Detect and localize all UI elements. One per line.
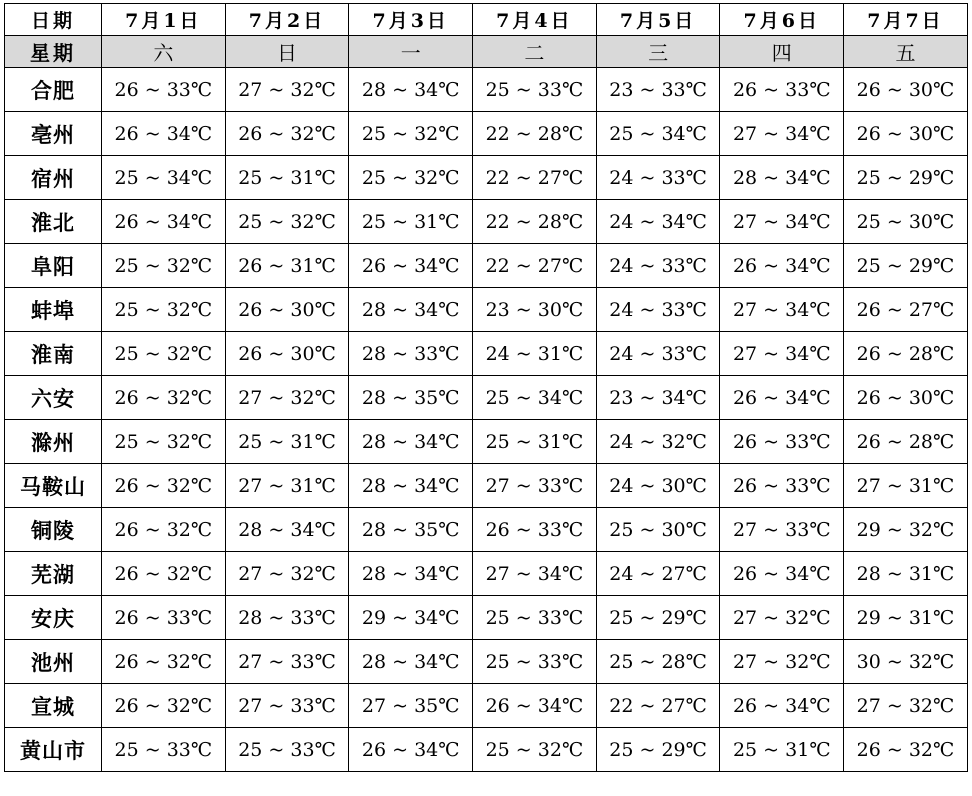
temperature-cell: 25 ~ 33℃ <box>473 596 597 640</box>
city-name: 宿州 <box>5 156 102 200</box>
temperature-cell: 26 ~ 34℃ <box>349 244 473 288</box>
temperature-cell: 22 ~ 28℃ <box>473 200 597 244</box>
temperature-cell: 26 ~ 27℃ <box>844 288 968 332</box>
table-row <box>5 420 968 464</box>
temperature-cell: 28 ~ 35℃ <box>349 508 473 552</box>
city-name: 淮南 <box>5 332 102 376</box>
temperature-cell: 25 ~ 32℃ <box>102 420 226 464</box>
temperature-cell: 28 ~ 33℃ <box>349 332 473 376</box>
city-name: 六安 <box>5 376 102 420</box>
temperature-cell: 29 ~ 34℃ <box>349 596 473 640</box>
temperature-cell: 26 ~ 30℃ <box>844 112 968 156</box>
temperature-cell: 26 ~ 33℃ <box>720 464 844 508</box>
weekday-header-cell: 六 <box>102 36 226 68</box>
table-row <box>5 552 968 596</box>
table-row <box>5 244 968 288</box>
temperature-cell: 28 ~ 34℃ <box>349 68 473 112</box>
temperature-cell: 24 ~ 31℃ <box>473 332 597 376</box>
temperature-cell: 26 ~ 32℃ <box>225 112 349 156</box>
temperature-cell: 27 ~ 31℃ <box>225 464 349 508</box>
temperature-cell: 28 ~ 33℃ <box>225 596 349 640</box>
table-row <box>5 728 968 772</box>
temperature-cell: 25 ~ 32℃ <box>225 200 349 244</box>
temperature-cell: 26 ~ 34℃ <box>473 684 597 728</box>
temperature-cell: 25 ~ 33℃ <box>102 728 226 772</box>
weekday-header-cell: 五 <box>844 36 968 68</box>
date-header-cell: 7月5日 <box>596 4 720 36</box>
table-row <box>5 332 968 376</box>
temperature-cell: 26 ~ 33℃ <box>473 508 597 552</box>
table-body <box>5 68 968 772</box>
temperature-cell: 27 ~ 34℃ <box>720 200 844 244</box>
temperature-cell: 27 ~ 34℃ <box>720 112 844 156</box>
temperature-cell: 25 ~ 32℃ <box>473 728 597 772</box>
temperature-cell: 27 ~ 32℃ <box>720 596 844 640</box>
temperature-cell: 24 ~ 27℃ <box>596 552 720 596</box>
temperature-cell: 25 ~ 31℃ <box>473 420 597 464</box>
temperature-cell: 26 ~ 32℃ <box>102 464 226 508</box>
temperature-cell: 29 ~ 31℃ <box>844 596 968 640</box>
temperature-cell: 27 ~ 33℃ <box>225 640 349 684</box>
city-name: 池州 <box>5 640 102 684</box>
weekday-header-cell: 三 <box>596 36 720 68</box>
temperature-cell: 26 ~ 28℃ <box>844 420 968 464</box>
temperature-cell: 25 ~ 34℃ <box>473 376 597 420</box>
table-row <box>5 68 968 112</box>
temperature-cell: 25 ~ 33℃ <box>473 68 597 112</box>
temperature-cell: 26 ~ 34℃ <box>720 684 844 728</box>
table-row <box>5 684 968 728</box>
temperature-cell: 26 ~ 31℃ <box>225 244 349 288</box>
city-name: 宣城 <box>5 684 102 728</box>
temperature-cell: 27 ~ 34℃ <box>720 288 844 332</box>
temperature-cell: 26 ~ 34℃ <box>720 552 844 596</box>
week-label: 星期 <box>5 36 102 68</box>
temperature-cell: 25 ~ 32℃ <box>102 332 226 376</box>
temperature-cell: 25 ~ 28℃ <box>596 640 720 684</box>
city-name: 淮北 <box>5 200 102 244</box>
table-row <box>5 508 968 552</box>
temperature-cell: 26 ~ 33℃ <box>102 68 226 112</box>
temperature-cell: 25 ~ 32℃ <box>349 112 473 156</box>
temperature-cell: 27 ~ 33℃ <box>225 684 349 728</box>
date-header-cell: 7月7日 <box>844 4 968 36</box>
temperature-cell: 25 ~ 34℃ <box>102 156 226 200</box>
city-name: 芜湖 <box>5 552 102 596</box>
temperature-cell: 28 ~ 34℃ <box>349 288 473 332</box>
temperature-cell: 28 ~ 31℃ <box>844 552 968 596</box>
city-name: 安庆 <box>5 596 102 640</box>
table-row <box>5 200 968 244</box>
city-name: 蚌埠 <box>5 288 102 332</box>
temperature-cell: 25 ~ 34℃ <box>596 112 720 156</box>
temperature-cell: 26 ~ 34℃ <box>102 200 226 244</box>
temperature-cell: 28 ~ 34℃ <box>349 420 473 464</box>
temperature-cell: 25 ~ 29℃ <box>596 728 720 772</box>
table-row <box>5 640 968 684</box>
temperature-cell: 27 ~ 35℃ <box>349 684 473 728</box>
temperature-cell: 26 ~ 34℃ <box>720 376 844 420</box>
temperature-cell: 25 ~ 33℃ <box>473 640 597 684</box>
weekday-header-cell: 四 <box>720 36 844 68</box>
date-label: 日期 <box>5 4 102 36</box>
date-header-cell: 7月4日 <box>473 4 597 36</box>
temperature-cell: 26 ~ 30℃ <box>844 68 968 112</box>
city-name: 阜阳 <box>5 244 102 288</box>
temperature-cell: 24 ~ 33℃ <box>596 156 720 200</box>
temperature-cell: 26 ~ 28℃ <box>844 332 968 376</box>
temperature-cell: 27 ~ 32℃ <box>225 552 349 596</box>
temperature-cell: 22 ~ 27℃ <box>473 244 597 288</box>
temperature-cell: 25 ~ 31℃ <box>225 420 349 464</box>
temperature-cell: 28 ~ 34℃ <box>349 640 473 684</box>
temperature-cell: 26 ~ 33℃ <box>102 596 226 640</box>
temperature-cell: 24 ~ 34℃ <box>596 200 720 244</box>
temperature-cell: 29 ~ 32℃ <box>844 508 968 552</box>
city-name: 滁州 <box>5 420 102 464</box>
temperature-cell: 27 ~ 33℃ <box>720 508 844 552</box>
temperature-cell: 26 ~ 32℃ <box>102 508 226 552</box>
temperature-cell: 24 ~ 33℃ <box>596 332 720 376</box>
temperature-cell: 24 ~ 33℃ <box>596 244 720 288</box>
city-name: 黄山市 <box>5 728 102 772</box>
temperature-cell: 25 ~ 31℃ <box>349 200 473 244</box>
temperature-cell: 22 ~ 27℃ <box>596 684 720 728</box>
temperature-cell: 25 ~ 31℃ <box>225 156 349 200</box>
temperature-cell: 25 ~ 29℃ <box>844 244 968 288</box>
city-name: 亳州 <box>5 112 102 156</box>
temperature-cell: 27 ~ 32℃ <box>720 640 844 684</box>
city-name: 马鞍山 <box>5 464 102 508</box>
weekday-header-cell: 一 <box>349 36 473 68</box>
date-header-cell: 7月2日 <box>225 4 349 36</box>
temperature-cell: 28 ~ 35℃ <box>349 376 473 420</box>
temperature-cell: 25 ~ 32℃ <box>349 156 473 200</box>
table-row <box>5 376 968 420</box>
temperature-cell: 25 ~ 33℃ <box>225 728 349 772</box>
temperature-cell: 24 ~ 30℃ <box>596 464 720 508</box>
weekday-header-row <box>5 36 968 68</box>
temperature-cell: 25 ~ 32℃ <box>102 244 226 288</box>
date-header-cell: 7月6日 <box>720 4 844 36</box>
temperature-cell: 26 ~ 32℃ <box>102 684 226 728</box>
table-row <box>5 596 968 640</box>
temperature-cell: 26 ~ 34℃ <box>720 244 844 288</box>
date-header-cell: 7月3日 <box>349 4 473 36</box>
temperature-cell: 27 ~ 32℃ <box>844 684 968 728</box>
temperature-cell: 25 ~ 29℃ <box>844 156 968 200</box>
temperature-cell: 27 ~ 32℃ <box>225 68 349 112</box>
temperature-cell: 26 ~ 30℃ <box>225 332 349 376</box>
weekday-header-cell: 二 <box>473 36 597 68</box>
temperature-cell: 24 ~ 32℃ <box>596 420 720 464</box>
temperature-cell: 22 ~ 27℃ <box>473 156 597 200</box>
temperature-cell: 30 ~ 32℃ <box>844 640 968 684</box>
table-row <box>5 112 968 156</box>
weekday-header-cell: 日 <box>225 36 349 68</box>
temperature-cell: 27 ~ 32℃ <box>225 376 349 420</box>
temperature-cell: 23 ~ 34℃ <box>596 376 720 420</box>
temperature-cell: 25 ~ 31℃ <box>720 728 844 772</box>
temperature-cell: 26 ~ 32℃ <box>102 552 226 596</box>
temperature-cell: 23 ~ 30℃ <box>473 288 597 332</box>
temperature-cell: 28 ~ 34℃ <box>349 552 473 596</box>
temperature-cell: 25 ~ 29℃ <box>596 596 720 640</box>
date-header-row <box>5 4 968 36</box>
temperature-cell: 27 ~ 34℃ <box>473 552 597 596</box>
temperature-cell: 26 ~ 34℃ <box>102 112 226 156</box>
city-name: 合肥 <box>5 68 102 112</box>
temperature-cell: 24 ~ 33℃ <box>596 288 720 332</box>
temperature-cell: 23 ~ 33℃ <box>596 68 720 112</box>
temperature-cell: 28 ~ 34℃ <box>349 464 473 508</box>
temperature-cell: 25 ~ 30℃ <box>596 508 720 552</box>
temperature-cell: 27 ~ 33℃ <box>473 464 597 508</box>
temperature-cell: 27 ~ 34℃ <box>720 332 844 376</box>
temperature-cell: 28 ~ 34℃ <box>225 508 349 552</box>
temperature-cell: 28 ~ 34℃ <box>720 156 844 200</box>
temperature-cell: 22 ~ 28℃ <box>473 112 597 156</box>
table-row <box>5 156 968 200</box>
weather-forecast-table <box>4 3 968 772</box>
temperature-cell: 26 ~ 32℃ <box>102 376 226 420</box>
temperature-cell: 26 ~ 33℃ <box>720 68 844 112</box>
temperature-cell: 25 ~ 30℃ <box>844 200 968 244</box>
temperature-cell: 26 ~ 32℃ <box>102 640 226 684</box>
temperature-cell: 26 ~ 33℃ <box>720 420 844 464</box>
temperature-cell: 27 ~ 31℃ <box>844 464 968 508</box>
temperature-cell: 26 ~ 30℃ <box>225 288 349 332</box>
city-name: 铜陵 <box>5 508 102 552</box>
temperature-cell: 26 ~ 30℃ <box>844 376 968 420</box>
temperature-cell: 25 ~ 32℃ <box>102 288 226 332</box>
temperature-cell: 26 ~ 34℃ <box>349 728 473 772</box>
temperature-cell: 26 ~ 32℃ <box>844 728 968 772</box>
date-header-cell: 7月1日 <box>102 4 226 36</box>
table-row <box>5 464 968 508</box>
table-row <box>5 288 968 332</box>
